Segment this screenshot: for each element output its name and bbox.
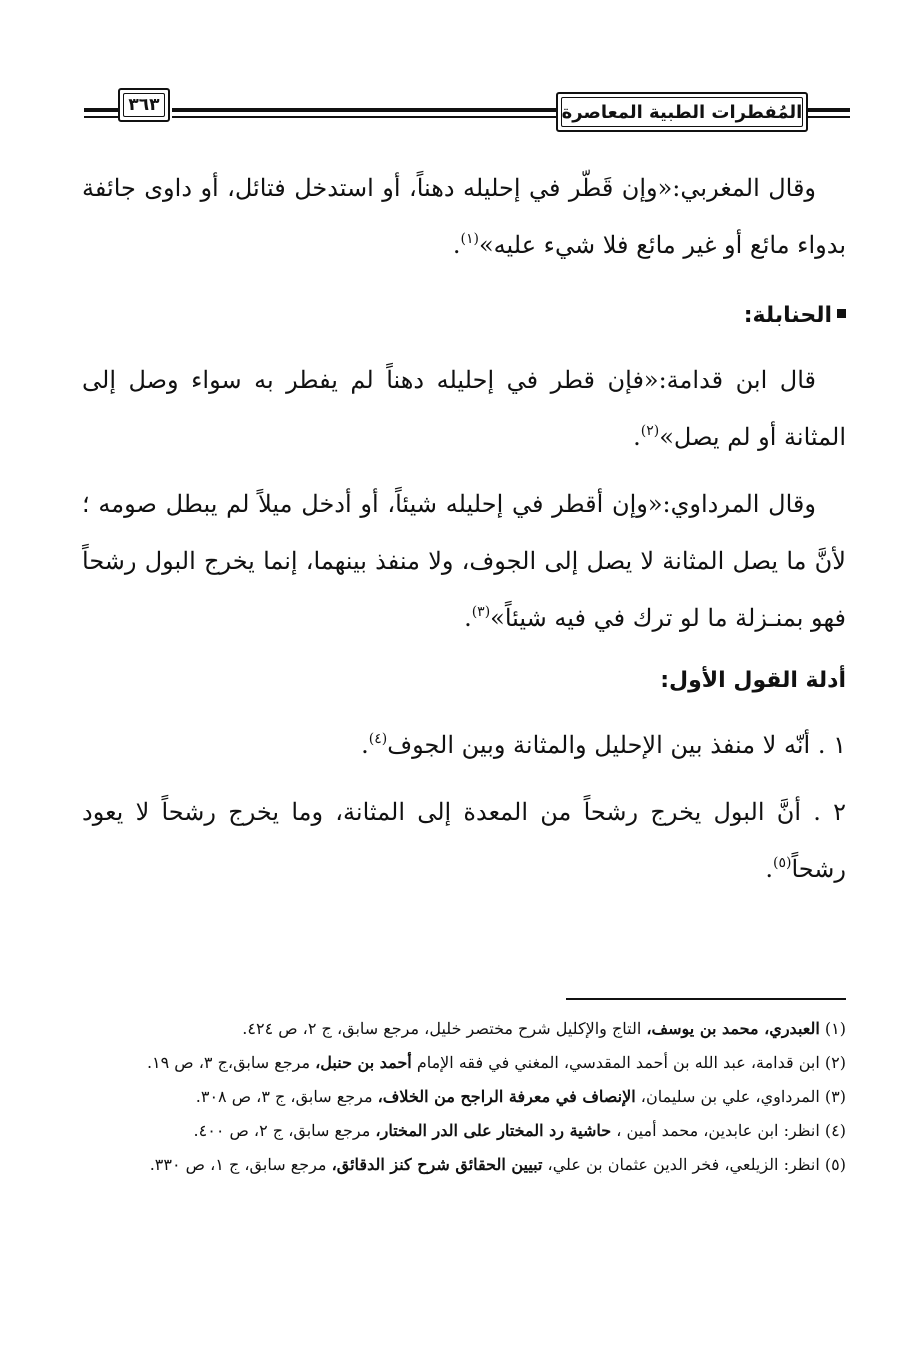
paragraph-ibn-qudama (82, 352, 846, 466)
footnotes (82, 1012, 846, 1182)
footnote-text: المرداوي، علي بن سليمان، (640, 1087, 820, 1106)
paragraph-text: قال ابن قدامة:«فإن قطر في إحليله دهناً لم يفطر به سواء وصل إلى المثانة أو لم يصل» (82, 366, 846, 451)
footnote-bold: حاشية رد المختار على الدر المختار، (375, 1121, 612, 1140)
end-punct: . (452, 231, 461, 259)
footnote-number: (٥) (824, 1155, 846, 1174)
section-heading-hanabila (82, 286, 846, 346)
footnote-bold: تبيين الحقائق شرح كنز الدقائق، (331, 1155, 543, 1174)
footnote (82, 1114, 846, 1148)
footnote-number: (٤) (824, 1121, 846, 1140)
square-bullet-icon (837, 309, 846, 318)
running-header (0, 0, 904, 140)
footnote (82, 1080, 846, 1114)
list-item (82, 784, 846, 898)
footnote-ref: (٢) (640, 423, 660, 439)
footnote-divider (566, 998, 846, 1000)
footnote-text: ابن قدامة، عبد الله بن أحمد المقدسي، المغني في فقه الإمام (416, 1053, 820, 1072)
footnote-text: مرجع سابق، ج ٣، ص ٣٠٨. (195, 1087, 373, 1106)
footnote-number: (٣) (824, 1087, 846, 1106)
end-punct: . (464, 604, 472, 632)
footnote-ref: (١) (460, 231, 479, 247)
footnote-bold: أحمد بن حنبل، (315, 1053, 412, 1072)
footnote-text: مرجع سابق، ج ٢، ص ٤٠٠. (193, 1121, 371, 1140)
list-item-text: ٢ . أنَّ البول يخرج رشحاً من المعدة إلى المثانة، وما يخرج رشحاً لا يعود رشحاً (82, 798, 847, 883)
footnote-bold: العبدري، محمد بن يوسف، (646, 1019, 820, 1038)
evidence-list (82, 717, 846, 898)
footnote-ref: (٤) (368, 731, 388, 747)
header-rule (172, 108, 556, 112)
footnote-text: انظر: الزيلعي، فخر الدين عثمان بن علي، (547, 1155, 820, 1174)
footnote-text: مرجع سابق، ج ١، ص ٣٣٠. (149, 1155, 327, 1174)
paragraph-mardawi (82, 476, 846, 647)
end-punct: . (361, 731, 369, 759)
footnote-number: (١) (824, 1019, 846, 1038)
header-rule (808, 116, 850, 118)
footnote (82, 1148, 846, 1182)
paragraph-maghribi (82, 160, 846, 274)
paragraph-text: وقال المغربي:«وإن قَطّر في إحليله دهناً، أو استدخل فتائل، أو داوى جائفة بدواء مائع أو غير مائع فلا شيء عليه» (82, 174, 846, 259)
footnote-text: انظر: ابن عابدين، محمد أمين ، (616, 1121, 820, 1140)
footnote-text: التاج والإكليل شرح مختصر خليل، مرجع سابق، ج ٢، ص ٤٢٤. (242, 1019, 642, 1038)
list-item-text: ١ . أنّه لا منفذ بين الإحليل والمثانة وبين الجوف (387, 731, 846, 759)
paragraph-text: وقال المرداوي:«وإن أقطر في إحليله شيئاً، أو أدخل ميلاً لم يبطل صومه ؛ لأنَّ ما يصل المثانة لا يصل إلى الجوف، ولا منفذ بينهما، إنما يخرج البول رشحاً فهو بمنـزلة ما لو ترك في فيه شيئاً» (82, 490, 846, 632)
header-rule (84, 116, 120, 118)
footnote-ref: (٣) (471, 604, 491, 620)
end-punct: . (633, 423, 641, 451)
footnote-text: مرجع سابق،ج ٣، ص ١٩. (146, 1053, 311, 1072)
section-heading-evidence: أدلة القول الأول: (660, 668, 846, 693)
footnote-bold: الإنصاف في معرفة الراجح من الخلاف، (377, 1087, 636, 1106)
footnote (82, 1012, 846, 1046)
footnote-number: (٢) (824, 1053, 846, 1072)
footnote-ref: (٥) (773, 855, 792, 871)
main-text (82, 160, 846, 908)
header-rule (808, 108, 850, 112)
end-punct: . (765, 855, 774, 883)
book-title: المُفطرات الطبية المعاصرة (556, 92, 808, 132)
footnote (82, 1046, 846, 1080)
header-rule (84, 108, 120, 112)
list-item (82, 717, 846, 774)
heading-text: الحنابلة: (743, 303, 832, 328)
page-number: ٣٦٣ (118, 88, 170, 122)
header-rule (172, 116, 556, 118)
